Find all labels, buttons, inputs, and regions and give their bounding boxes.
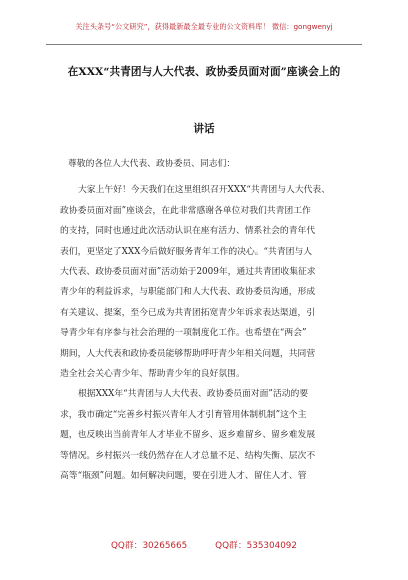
paragraph-line: 青少年的利益诉求，与职能部门和人大代表、政协委员沟通，形成	[60, 287, 316, 298]
paragraph-line: 高等“瓶颈”问题。如何解决问题，要在引进人才、留住人才、管	[60, 471, 307, 482]
page-footer-qq-groups: QQ群：30265665 QQ群：535304092	[111, 541, 297, 551]
paragraph-line: 导青少年有序参与社会治理的一项制度化工作。也希望在“两会”	[60, 328, 307, 339]
paragraph-line: 根据XXX年“共青团与人大代表、政协委员面对面”活动的要	[78, 389, 309, 400]
document-title: 在XXX“共青团与人大代表、政协委员面对面”座谈会上的	[67, 66, 341, 78]
paragraph-line: 造全社会关心青少年、帮助青少年的良好氛围。	[60, 369, 245, 380]
header-divider	[46, 44, 362, 45]
paragraph-line: 政协委员面对面”座谈会，在此非常感谢各单位对我们共青团工作	[60, 205, 311, 216]
page-header-promo: 关注头条号“公文研究”，获得最新最全最专业的公文资料库！ 微信：gongwenyj	[75, 22, 333, 31]
document-title-continued: 讲话	[193, 123, 215, 135]
greeting: 尊敬的各位人大代表、政协委员、同志们：	[68, 159, 236, 169]
paragraph-line: 的支持，同时也通过此次活动认识在座有活力、情系社会的青年代	[60, 226, 316, 237]
paragraph-1	[60, 180, 352, 384]
paragraph-line: 大代表、政协委员面对面”活动始于2009年，通过共青团收集征求	[60, 267, 316, 278]
paragraph-2	[60, 384, 352, 486]
paragraph-line: 求，我市确定“完善乡村振兴青年人才引育管用体制机制”这个主	[60, 409, 307, 420]
document-body	[60, 154, 352, 487]
paragraph-line: 有关建议、提案，至今已成为共青团拓宽青少年诉求表达渠道，引	[60, 307, 316, 318]
paragraph-line: 表们，更坚定了XXX今后做好服务青年工作的决心。“共青团与人	[60, 246, 313, 257]
paragraph-line: 大家上午好！今天我们在这里组织召开XXX“共青团与人大代表、	[78, 185, 331, 196]
paragraph-line: 期间，人大代表和政协委员能够帮助呼吁青少年相关问题，共同营	[60, 348, 316, 359]
paragraph-line: 等情况。乡村振兴一线仍然存在人才总量不足、结构失衡、层次不	[60, 450, 316, 461]
paragraph-line: 题，也反映出当前青年人才毕业不留乡、返乡难留乡、留乡难发展	[60, 430, 316, 441]
